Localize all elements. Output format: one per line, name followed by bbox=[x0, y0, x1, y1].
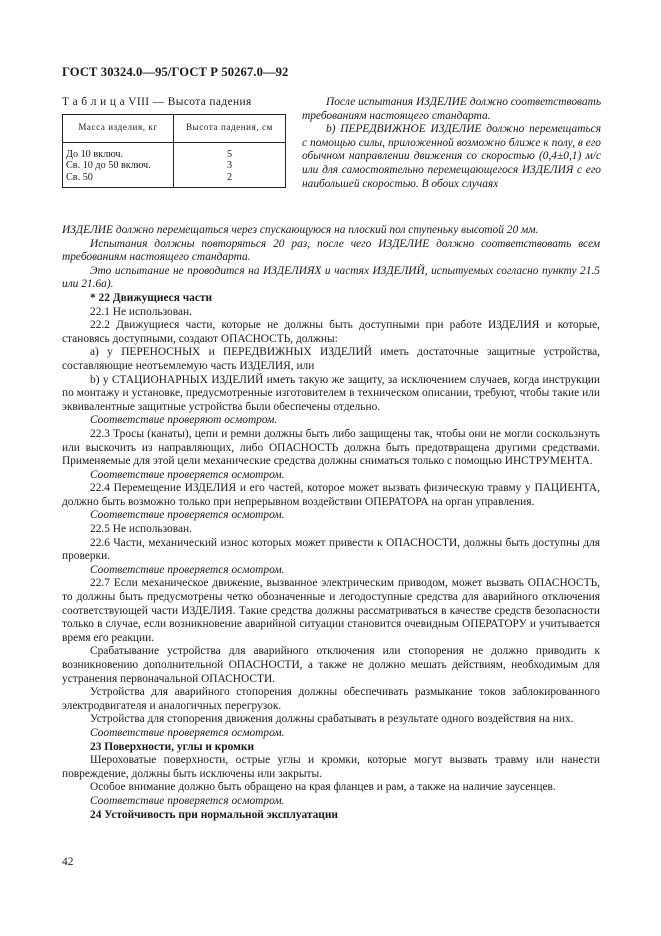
table-cell-mass-1: Св. 10 до 50 включ. bbox=[66, 160, 151, 172]
table-cell-height-0: 5 bbox=[226, 148, 233, 160]
italic-paragraph: Соответствие проверяется осмотром. bbox=[90, 563, 285, 576]
italic-paragraph: Соответствие проверяется осмотром. bbox=[90, 468, 285, 481]
paragraph: Устройства для аварийного стопорения должны обеспечивать размыкание токов заблокированного электродвигателя и аналогичных перегрузок. bbox=[62, 686, 600, 712]
paragraph: 22.5 Не использован. bbox=[90, 523, 192, 536]
table-block bbox=[62, 95, 286, 188]
italic-paragraph: Соответствие проверяют осмотром. bbox=[90, 414, 278, 427]
paragraph: Шероховатые поверхности, острые углы и кромки, которые могут вызвать травму или нанести повреждение, должны быть исключены или закрыты. bbox=[62, 754, 600, 780]
table-cell-height bbox=[174, 142, 286, 187]
paragraph: 22.2 Движущиеся части, которые не должны быть доступными при работе ИЗДЕЛИЯ и которые, становясь доступными, создают ОПАСНОСТЬ, должны: bbox=[62, 319, 600, 345]
paragraph: а) у ПЕРЕНОСНЫХ и ПЕРЕДВИЖНЫХ ИЗДЕЛИЙ иметь достаточные защитные устройства, составляющие неотъемлемую часть ИЗДЕЛИЯ, или bbox=[62, 346, 600, 372]
italic-paragraph: Соответствие проверяется осмотром. bbox=[90, 509, 285, 522]
table-cell-height-2: 2 bbox=[226, 172, 233, 184]
column-header-mass: Масса изделия, кг bbox=[63, 114, 174, 142]
table-caption: Т а б л и ц а VIII — Высота падения bbox=[62, 96, 252, 108]
paragraph: Устройства для стопорения движения должны срабатывать в результате одного воздействия на них. bbox=[90, 713, 574, 726]
right-paragraph-1: b) ПЕРЕДВИЖНОЕ ИЗДЕЛИЕ должно перемещаться с помощью силы, приложенной возможно ближе к полу, в его обычном направлении движения со скоростью (0,4±0,1) м/с или для самостоятельно перемещающегося ИЗДЕЛИЯ с его наибольшей скоростью. В обоих случаях bbox=[302, 123, 601, 190]
column-header-height: Высота падения, см bbox=[174, 114, 286, 142]
italic-paragraph: Это испытание не проводится на ИЗДЕЛИЯХ и частях ИЗДЕЛИЙ, испытуемых согласно пункту 21.5 или 21.6а). bbox=[62, 264, 600, 291]
table-cell-mass bbox=[63, 142, 174, 187]
document-header: ГОСТ 30324.0—95/ГОСТ Р 50267.0—92 bbox=[62, 65, 289, 79]
section-heading: 23 Поверхности, углы и кромки bbox=[90, 740, 255, 753]
drop-height-table bbox=[62, 114, 286, 188]
right-column-text bbox=[302, 96, 601, 191]
table-cell-height-1: 3 bbox=[226, 160, 233, 172]
paragraph: b) у СТАЦИОНАРНЫХ ИЗДЕЛИЙ иметь такую же защиту, за исключением случаев, когда инструкции по монтажу и установке, предусмотренные изготовителем в техническом описании, требуют, чтобы такие или эквивалентные защитные устройства были обеспечены отдельно. bbox=[62, 373, 600, 413]
table-cell-mass-0: До 10 включ. bbox=[66, 148, 124, 160]
paragraph: 22.7 Если механическое движение, вызванное электрическим приводом, может вызвать ОПАСНОСТЬ, то должны быть предусмотрены четко обозначенные и легодоступные средства для аварийного отключения соответствующей части ИЗДЕЛИЯ. Такие средства должны рассматриваться в качестве средств безопасности только в случае, если возникновение аварийной ситуации становится очевидным ОПЕРАТОРУ и учитывается время его реакции. bbox=[62, 577, 600, 644]
paragraph: Срабатывание устройства для аварийного отключения или стопорения не должно приводить к возникновению дополнительной ОПАСНОСТИ, а также не должно мешать действиям, необходимым для устранения первоначальной ОПАСНОСТИ. bbox=[62, 645, 600, 685]
italic-paragraph: ИЗДЕЛИЕ должно перемещаться через спускающуюся на плоский пол ступеньку высотой 20 мм. bbox=[62, 224, 539, 236]
main-text bbox=[62, 224, 600, 822]
paragraph: 22.4 Перемещение ИЗДЕЛИЯ и его частей, которое может вызвать физическую травму у ПАЦИЕНТА, должно быть возможно только при непрерывном воздействии ОПЕРАТОРА на орган управления. bbox=[62, 482, 600, 508]
paragraph: 22.6 Части, механический износ которых может привести к ОПАСНОСТИ, должны быть доступны для проверки. bbox=[62, 536, 600, 563]
section-heading: * 22 Движущиеся части bbox=[90, 291, 213, 304]
italic-paragraph: Соответствие проверяется осмотром. bbox=[90, 726, 285, 739]
italic-paragraph: Испытания должны повторяться 20 раз, после чего ИЗДЕЛИЕ должно соответствовать всем требованиям настоящего стандарта. bbox=[62, 237, 600, 264]
page-number: 42 bbox=[62, 856, 74, 868]
section-heading: 24 Устойчивость при нормальной эксплуатации bbox=[90, 808, 338, 821]
paragraph: 22.3 Тросы (канаты), цепи и ремни должны быть либо защищены так, чтобы они не могли соскользнуть или выскочить из направляющих, либо ОПАСНОСТЬ должна быть предотвращена другими средствами. Применяемые для этой цели механические средства должны сниматься только с помощью ИНСТРУМЕНТА. bbox=[62, 427, 600, 468]
table-row bbox=[63, 142, 286, 187]
italic-paragraph: Соответствие проверяется осмотром. bbox=[90, 794, 285, 807]
table-header-row bbox=[63, 114, 286, 142]
paragraph: 22.1 Не использован. bbox=[90, 305, 192, 318]
paragraph: Особое внимание должно быть обращено на края фланцев и рам, а также на наличие заусенцев. bbox=[90, 781, 556, 794]
right-paragraph-0: После испытания ИЗДЕЛИЕ должно соответствовать требованиям настоящего стандарта. bbox=[302, 96, 601, 122]
table-cell-mass-2: Св. 50 bbox=[66, 172, 93, 184]
